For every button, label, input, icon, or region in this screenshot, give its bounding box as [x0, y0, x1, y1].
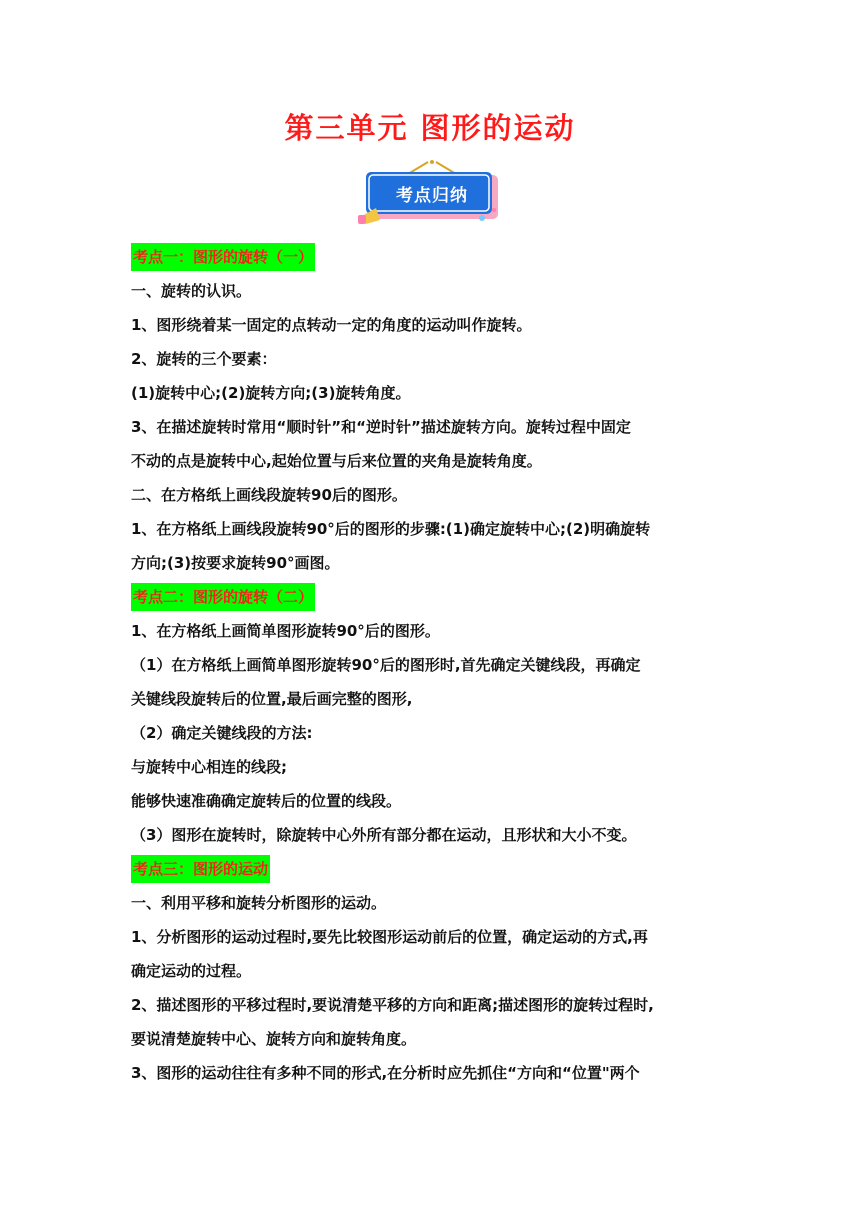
text-line-content: 1、分析图形的运动过程时,要先比较图形运动前后的位置，确定运动的方式,再 — [131, 928, 648, 946]
text-line-content: 1、在方格纸上画简单图形旋转90°后的图形。 — [131, 622, 440, 640]
text-line — [131, 954, 741, 988]
text-line — [131, 1022, 741, 1056]
banner-label: 考点归纳 — [396, 186, 468, 206]
text-line — [131, 920, 741, 954]
key-points-banner — [356, 160, 506, 230]
section-heading — [131, 240, 741, 274]
text-line-content: （1）在方格纸上画简单图形旋转90°后的图形时,首先确定关键线段，再确定 — [131, 656, 641, 674]
text-line — [131, 988, 741, 1022]
text-line — [131, 818, 741, 852]
text-line — [131, 410, 741, 444]
text-line-content: 与旋转中心相连的线段; — [131, 758, 287, 776]
page-title: 第三单元 图形的运动 — [284, 111, 576, 145]
document-body — [131, 240, 741, 1090]
text-line-content: (1)旋转中心;(2)旋转方向;(3)旋转角度。 — [131, 384, 411, 402]
text-line-content: 关键线段旋转后的位置,最后画完整的图形, — [131, 690, 413, 708]
text-line — [131, 478, 741, 512]
text-line-content: 2、描述图形的平移过程时,要说清楚平移的方向和距离;描述图形的旋转过程时, — [131, 996, 654, 1014]
section-heading — [131, 852, 741, 886]
text-line — [131, 886, 741, 920]
text-line — [131, 1056, 741, 1090]
text-line — [131, 716, 741, 750]
section-heading-label: 考点三：图形的运动 — [131, 855, 270, 883]
text-line — [131, 750, 741, 784]
section-heading-label: 考点二：图形的旋转（二） — [131, 583, 315, 611]
text-line-content: 二、在方格纸上画线段旋转90后的图形。 — [131, 486, 407, 504]
text-line-content: 1、图形绕着某一固定的点转动一定的角度的运动叫作旋转。 — [131, 316, 532, 334]
text-line — [131, 376, 741, 410]
text-line — [131, 614, 741, 648]
text-line-content: 确定运动的过程。 — [131, 962, 252, 980]
text-line — [131, 546, 741, 580]
text-line — [131, 444, 741, 478]
text-line-content: 一、旋转的认识。 — [131, 282, 252, 300]
text-line-content: 1、在方格纸上画线段旋转90°后的图形的步骤:(1)确定旋转中心;(2)明确旋转 — [131, 520, 651, 538]
text-line-content: 方向;(3)按要求旋转90°画图。 — [131, 554, 340, 572]
text-line-content: 2、旋转的三个要素： — [131, 350, 277, 368]
text-line-content: 不动的点是旋转中心,起始位置与后来位置的夹角是旋转角度。 — [131, 452, 542, 470]
text-line — [131, 308, 741, 342]
text-line — [131, 784, 741, 818]
text-line-content: （2）确定关键线段的方法: — [131, 724, 313, 742]
text-line-content: （3）图形在旋转时，除旋转中心外所有部分都在运动，且形状和大小不变。 — [131, 826, 637, 844]
text-line-content: 能够快速准确确定旋转后的位置的线段。 — [131, 792, 402, 810]
text-line — [131, 648, 741, 682]
text-line-content: 一、利用平移和旋转分析图形的运动。 — [131, 894, 387, 912]
text-line — [131, 274, 741, 308]
text-line-content: 要说清楚旋转中心、旋转方向和旋转角度。 — [131, 1030, 417, 1048]
text-line-content: 3、在描述旋转时常用“顺时针”和“逆时针”描述旋转方向。旋转过程中固定 — [131, 418, 631, 436]
section-heading-label: 考点一：图形的旋转（一） — [131, 243, 315, 271]
text-line — [131, 342, 741, 376]
text-line — [131, 512, 741, 546]
section-heading — [131, 580, 741, 614]
text-line-content: 3、图形的运动往往有多种不同的形式,在分析时应先抓住“方向和“位置"两个 — [131, 1064, 640, 1082]
text-line — [131, 682, 741, 716]
